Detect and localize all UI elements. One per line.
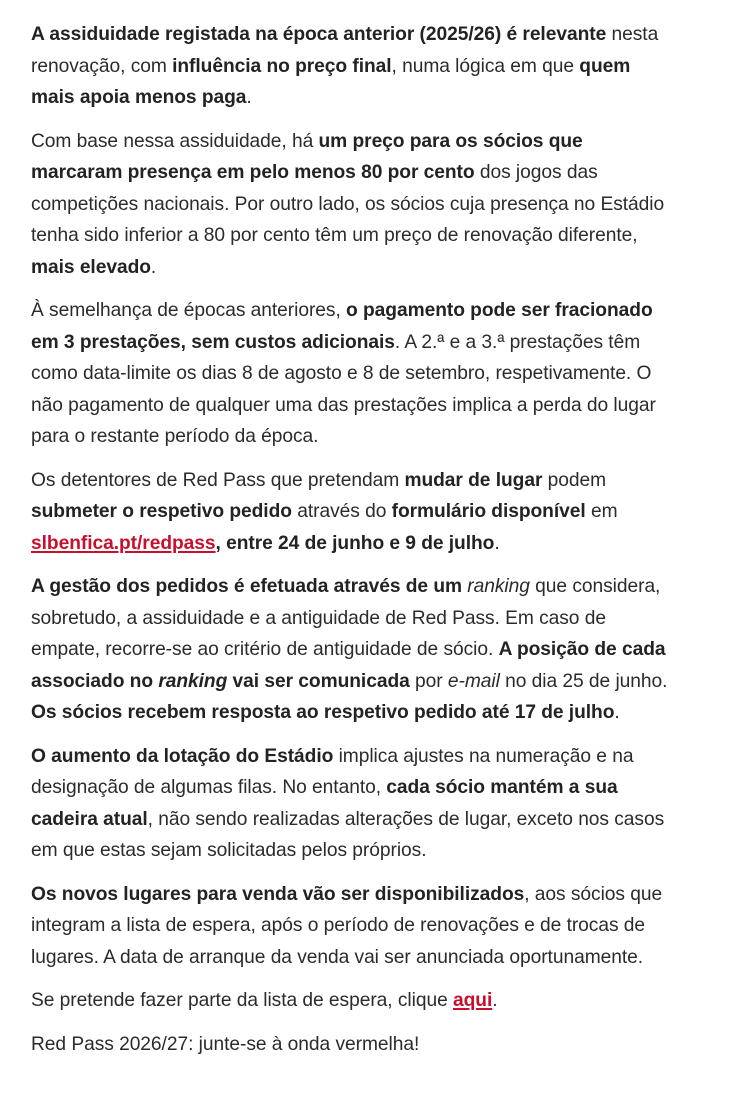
text: À semelhança de épocas anteriores, [31, 300, 347, 321]
text: Se pretende fazer parte da lista de espera, clique [31, 990, 453, 1011]
text: que considera, sobretudo, a assiduidade e a antiguidade de Red Pass. Em caso de empate, recorre-se ao critério de antiguidade de sócio. [31, 576, 661, 660]
text: Os detentores de Red Pass que pretendam [31, 469, 405, 491]
text: através do [291, 501, 392, 522]
text: podem [542, 469, 607, 491]
paragraph-mudar-lugar [31, 465, 677, 560]
bold-text: mudar de lugar [404, 469, 543, 491]
text: em [585, 501, 618, 522]
waitlist-link[interactable]: aqui [452, 990, 493, 1011]
bold-text: influência no preço final [172, 55, 392, 77]
text: dos jogos das competições nacionais. Por outro lado, os sócios cuja presença no Estádio tenha sido inferior a 80 por cento têm um preço de renovação diferente, [31, 162, 665, 246]
bold-text: cada sócio mantém a sua cadeira atual [31, 777, 618, 830]
italic-text: ranking [158, 670, 228, 692]
text: . [492, 990, 498, 1011]
text: . [494, 532, 500, 554]
text: . [246, 87, 252, 108]
text: Com base nessa assiduidade, há [31, 130, 319, 152]
paragraph-lotacao [31, 741, 677, 867]
text: Red Pass 2026/27: junte-se à onda vermelha! [31, 1033, 420, 1055]
bold-text: A posição de cada associado no [31, 639, 666, 692]
paragraph-pagamento [31, 295, 677, 453]
paragraph-precos [31, 126, 677, 284]
text: . A 2.ª e a 3.ª prestações têm como data-limite os dias 8 de agosto e 8 de setembro, respetivamente. O não pagamento de qualquer uma das prestações implica a perda do lugar para o restante período da época. [31, 331, 656, 447]
bold-text: O aumento da lotação do Estádio [31, 745, 334, 767]
text: no dia 25 de junho. [499, 670, 668, 692]
paragraph-ranking [31, 571, 677, 729]
bold-text: um preço para os sócios que marcaram presença em pelo menos 80 por cento [31, 130, 583, 183]
bold-text: formulário disponível [391, 501, 586, 522]
text: , numa lógica em que [391, 55, 580, 77]
text: . [614, 702, 620, 723]
bold-text: A assiduidade registada na época anterior (2025/26) é relevante [31, 24, 607, 45]
bold-text: Os sócios recebem resposta ao respetivo pedido até 17 de julho [31, 702, 615, 723]
italic-text: ranking [467, 576, 530, 597]
bold-text: submeter o respetivo pedido [31, 501, 292, 522]
paragraph-assiduidade [31, 19, 677, 114]
bold-text: mais elevado [31, 256, 151, 278]
bold-text: o pagamento pode ser fracionado em 3 prestações, sem custos adicionais [31, 300, 653, 353]
text: . [150, 256, 157, 278]
text: por [409, 670, 448, 692]
bold-text [158, 671, 227, 692]
bold-text: A gestão dos pedidos é efetuada através de um [31, 576, 468, 597]
redpass-link[interactable]: slbenfica.pt/redpass [31, 532, 216, 554]
text: , aos sócios que integram a lista de espera, após o período de renovações e de trocas de lugares. A data de arranque da venda vai ser anunciada oportunamente. [31, 883, 663, 968]
bold-text: vai ser comunicada [227, 670, 410, 692]
text: implica ajustes na numeração e na designação de algumas filas. No entanto, [31, 745, 634, 798]
bold-text: Os novos lugares para venda vão ser disponibilizados [31, 883, 525, 905]
paragraph-closing [31, 1029, 677, 1061]
paragraph-lista-espera [31, 985, 677, 1017]
italic-text: e-mail [447, 670, 500, 692]
article-body [31, 19, 677, 1072]
text: , não sendo realizadas alterações de lugar, exceto nos casos em que estas sejam solicitadas pelos próprios. [31, 808, 665, 861]
bold-text: , entre 24 de junho e 9 de julho [215, 532, 495, 554]
text: nesta renovação, com [31, 24, 659, 77]
paragraph-novos-lugares [31, 879, 677, 974]
bold-text: quem mais apoia menos paga [31, 55, 631, 108]
